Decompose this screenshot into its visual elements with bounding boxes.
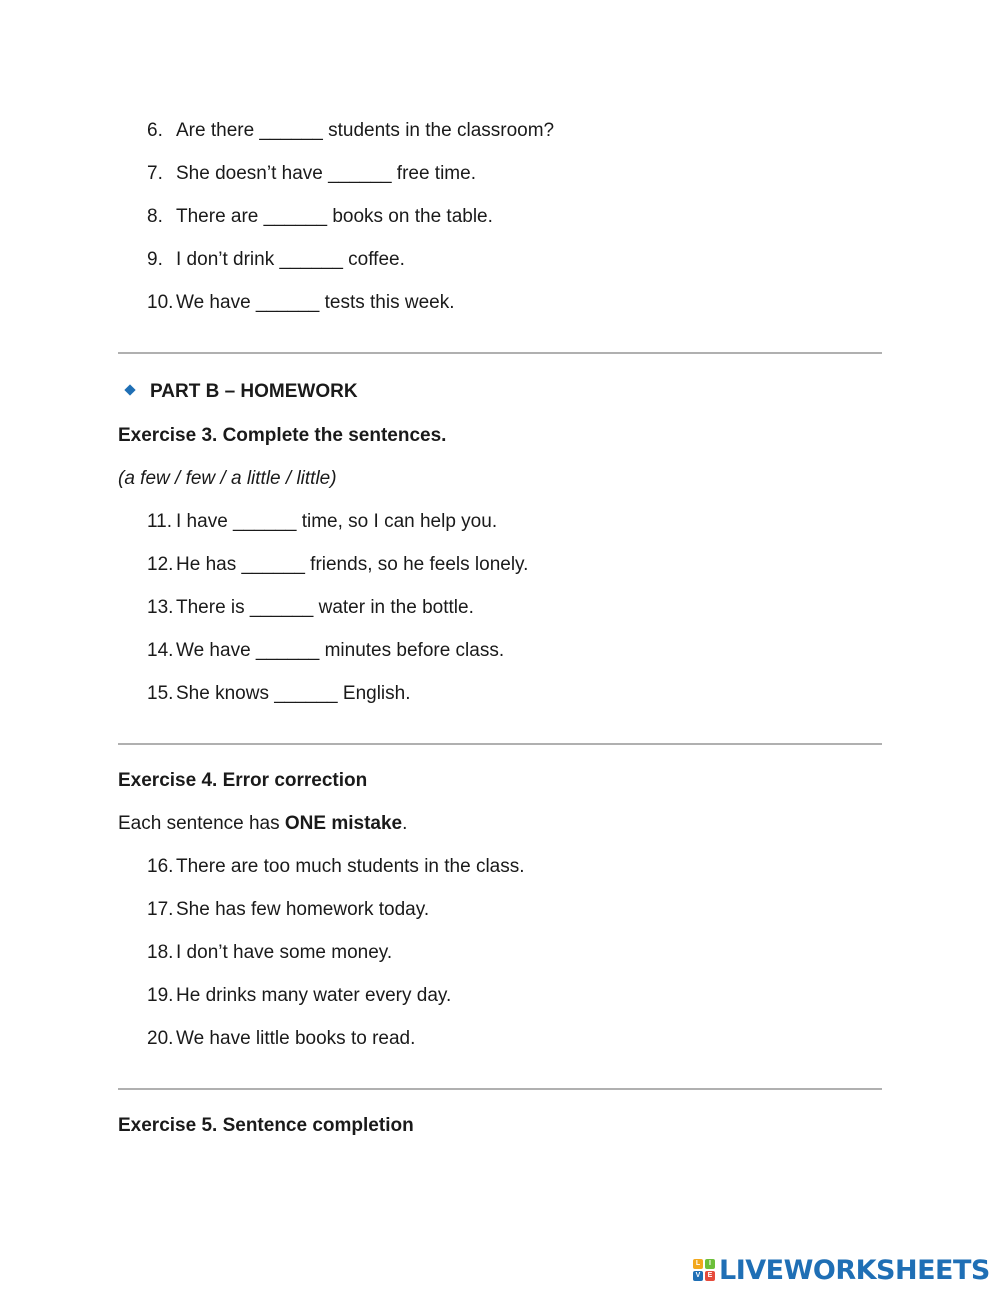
part-title: PART B – HOMEWORK xyxy=(150,381,358,402)
item-text: He drinks many water every day. xyxy=(176,985,452,1006)
exercise-4-instruction xyxy=(118,812,407,836)
item-number: 6. xyxy=(147,120,163,141)
logo-text: LIVEWORKSHEETS xyxy=(719,1254,990,1286)
list-item xyxy=(147,639,504,663)
item-number: 14. xyxy=(147,640,174,661)
item-number: 9. xyxy=(147,249,163,270)
item-number: 17. xyxy=(147,899,174,920)
section-divider xyxy=(118,352,882,354)
exercise-4-title: Exercise 4. Error correction xyxy=(118,770,368,791)
item-number: 12. xyxy=(147,554,174,575)
item-number: 19. xyxy=(147,985,174,1006)
item-number: 7. xyxy=(147,163,163,184)
list-item xyxy=(147,596,474,620)
item-text: There are ______ books on the table. xyxy=(176,206,493,227)
list-item xyxy=(147,248,405,272)
logo-cell-l: L xyxy=(693,1259,703,1269)
item-text: I have ______ time, so I can help you. xyxy=(176,511,498,532)
exercise-3-title: Exercise 3. Complete the sentences. xyxy=(118,425,447,446)
liveworksheets-logo xyxy=(693,1254,990,1286)
item-text: I don’t have some money. xyxy=(176,942,393,963)
section-divider xyxy=(118,1088,882,1090)
instruction-text: Each sentence has xyxy=(118,813,285,834)
list-item xyxy=(147,984,451,1008)
list-item xyxy=(147,553,528,577)
instruction-emphasis: ONE mistake xyxy=(284,813,403,834)
item-text: Are there ______ students in the classroom? xyxy=(176,120,555,141)
list-item xyxy=(147,1027,415,1051)
list-item xyxy=(147,205,493,229)
item-text: There is ______ water in the bottle. xyxy=(176,597,474,618)
part-heading xyxy=(126,380,358,404)
item-number: 13. xyxy=(147,597,174,618)
exercise-5-title: Exercise 5. Sentence completion xyxy=(118,1115,414,1136)
exercise-3-options: (a few / few / a little / little) xyxy=(118,468,337,489)
item-number: 20. xyxy=(147,1028,174,1049)
list-item xyxy=(147,855,525,879)
item-text: He has ______ friends, so he feels lonely. xyxy=(176,554,529,575)
logo-cell-v: V xyxy=(693,1271,703,1281)
item-number: 16. xyxy=(147,856,174,877)
item-text: We have ______ tests this week. xyxy=(176,292,455,313)
list-item xyxy=(147,682,411,706)
item-number: 10. xyxy=(147,292,174,313)
item-text: We have ______ minutes before class. xyxy=(176,640,505,661)
instruction-text-end: . xyxy=(402,813,408,834)
logo-cell-e: E xyxy=(705,1271,715,1281)
logo-grid-icon xyxy=(693,1259,715,1281)
item-text: She has few homework today. xyxy=(176,899,430,920)
list-item xyxy=(147,510,497,534)
item-text: There are too much students in the class. xyxy=(176,856,525,877)
item-number: 11. xyxy=(147,511,173,532)
list-item xyxy=(147,119,554,143)
logo-cell-i: I xyxy=(705,1259,715,1269)
item-number: 15. xyxy=(147,683,174,704)
item-text: She knows ______ English. xyxy=(176,683,411,704)
section-divider xyxy=(118,743,882,745)
item-number: 18. xyxy=(147,942,174,963)
item-text: She doesn’t have ______ free time. xyxy=(176,163,476,184)
list-item xyxy=(147,291,454,315)
diamond-bullet-icon xyxy=(124,384,135,395)
list-item xyxy=(147,898,429,922)
item-text: We have little books to read. xyxy=(176,1028,416,1049)
list-item xyxy=(147,941,392,965)
list-item xyxy=(147,162,476,186)
item-text: I don’t drink ______ coffee. xyxy=(176,249,405,270)
item-number: 8. xyxy=(147,206,163,227)
